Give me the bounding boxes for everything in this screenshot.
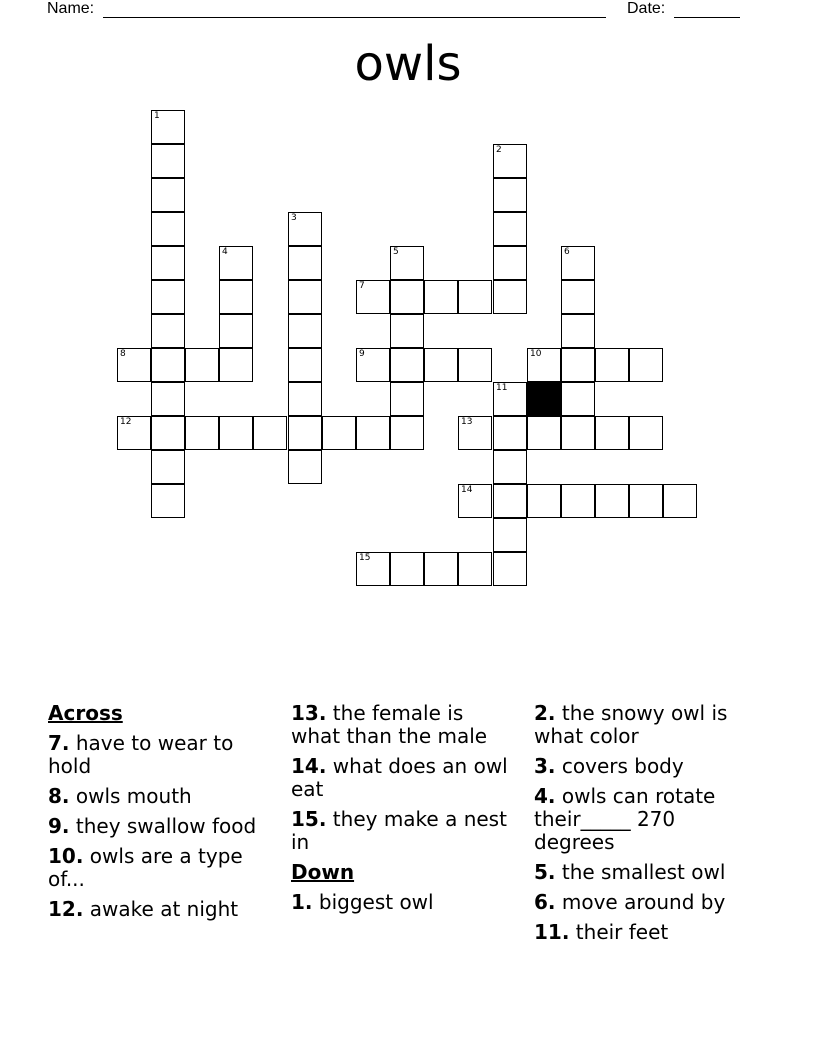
grid-cell[interactable]	[493, 212, 527, 246]
clue-number: 7.	[48, 731, 70, 755]
clue-down-3	[534, 755, 754, 778]
across-heading: Across	[48, 701, 123, 725]
grid-cell[interactable]	[424, 348, 458, 382]
clue-across-14	[291, 755, 511, 801]
grid-cell[interactable]	[458, 348, 492, 382]
clue-text: the smallest owl	[561, 860, 726, 884]
grid-cell[interactable]	[219, 416, 253, 450]
grid-cell[interactable]	[595, 416, 629, 450]
clue-down-5	[534, 861, 754, 884]
cell-number: 1	[154, 111, 160, 121]
clue-number: 8.	[48, 784, 70, 808]
grid-cell[interactable]	[151, 144, 185, 178]
grid-cell[interactable]	[561, 416, 595, 450]
cell-number: 15	[359, 553, 371, 563]
cell-number: 3	[291, 213, 297, 223]
grid-cell[interactable]	[527, 348, 561, 382]
clue-text: owls can rotate their_____ 270 degrees	[534, 784, 716, 854]
clue-down-4	[534, 785, 754, 854]
cell-number: 6	[564, 247, 570, 257]
clue-across-13	[291, 702, 511, 748]
grid-cell[interactable]	[151, 178, 185, 212]
grid-cell[interactable]	[424, 280, 458, 314]
clue-number: 14.	[291, 754, 327, 778]
grid-cell[interactable]	[595, 484, 629, 518]
cell-number: 4	[222, 247, 228, 257]
grid-cell[interactable]	[288, 450, 322, 484]
grid-cell[interactable]	[493, 178, 527, 212]
cell-number: 8	[120, 349, 126, 359]
clue-text: covers body	[561, 754, 684, 778]
clue-text: biggest owl	[318, 890, 434, 914]
grid-cell[interactable]	[493, 144, 527, 178]
grid-cell[interactable]	[151, 110, 185, 144]
clue-number: 15.	[291, 807, 327, 831]
grid-cell[interactable]	[151, 484, 185, 518]
clue-across-9	[48, 815, 268, 838]
grid-cell[interactable]	[493, 484, 527, 518]
grid-cell[interactable]	[219, 314, 253, 348]
grid-cell[interactable]	[493, 246, 527, 280]
clue-text: the snowy owl is what color	[534, 701, 728, 748]
grid-cell[interactable]	[151, 450, 185, 484]
grid-cell[interactable]	[390, 416, 424, 450]
grid-cell[interactable]	[219, 246, 253, 280]
grid-cell[interactable]	[219, 348, 253, 382]
clue-number: 6.	[534, 890, 556, 914]
cell-number: 10	[530, 349, 542, 359]
cell-number: 2	[496, 145, 502, 155]
grid-cell[interactable]	[458, 280, 492, 314]
clue-number: 10.	[48, 844, 84, 868]
clue-column-3	[534, 702, 754, 951]
grid-cell[interactable]	[561, 484, 595, 518]
grid-cell[interactable]	[390, 246, 424, 280]
grid-cell[interactable]	[493, 518, 527, 552]
grid-cell[interactable]	[288, 280, 322, 314]
grid-cell[interactable]	[493, 552, 527, 586]
clue-down-1	[291, 891, 511, 914]
grid-cell[interactable]	[151, 382, 185, 416]
cell-number: 13	[461, 417, 473, 427]
cell-number: 5	[393, 247, 399, 257]
clue-text: their feet	[575, 920, 669, 944]
grid-cell[interactable]	[151, 246, 185, 280]
cell-number: 9	[359, 349, 365, 359]
clue-text: have to wear to hold	[48, 731, 234, 778]
grid-cell[interactable]	[390, 382, 424, 416]
clue-across-7	[48, 732, 268, 778]
grid-cell[interactable]	[151, 280, 185, 314]
clue-across-12	[48, 898, 268, 921]
grid-cell[interactable]	[151, 348, 185, 382]
cell-number: 11	[496, 383, 508, 393]
clue-across-8	[48, 785, 268, 808]
grid-cell[interactable]	[390, 314, 424, 348]
grid-cell[interactable]	[288, 382, 322, 416]
clue-text: owls mouth	[75, 784, 192, 808]
clue-number: 13.	[291, 701, 327, 725]
grid-cell[interactable]	[185, 348, 219, 382]
grid-cell[interactable]	[424, 552, 458, 586]
grid-cell[interactable]	[151, 212, 185, 246]
cell-number: 12	[120, 417, 132, 427]
grid-cell[interactable]	[493, 416, 527, 450]
clue-column-2	[291, 702, 511, 921]
date-label: Date:	[627, 0, 666, 17]
grid-cell[interactable]	[595, 348, 629, 382]
grid-cell[interactable]	[493, 450, 527, 484]
grid-cell-blocked	[527, 382, 561, 416]
clue-number: 9.	[48, 814, 70, 838]
clue-down-2	[534, 702, 754, 748]
grid-cell[interactable]	[185, 416, 219, 450]
name-label: Name:	[47, 0, 95, 17]
clue-number: 12.	[48, 897, 84, 921]
clue-text: they make a nest in	[291, 807, 507, 854]
grid-cell[interactable]	[356, 416, 390, 450]
clue-number: 3.	[534, 754, 556, 778]
grid-cell[interactable]	[561, 348, 595, 382]
clue-down-11	[534, 921, 754, 944]
clue-text: move around by	[561, 890, 726, 914]
clue-number: 2.	[534, 701, 556, 725]
page-title: owls	[354, 36, 462, 92]
grid-cell[interactable]	[390, 552, 424, 586]
grid-cell[interactable]	[663, 484, 697, 518]
grid-cell[interactable]	[253, 416, 287, 450]
clue-number: 1.	[291, 890, 313, 914]
grid-cell[interactable]	[219, 280, 253, 314]
grid-cell[interactable]	[356, 552, 390, 586]
clue-across-15	[291, 808, 511, 854]
clue-text: owls are a type of...	[48, 844, 243, 891]
clue-number: 5.	[534, 860, 556, 884]
grid-cell[interactable]	[288, 212, 322, 246]
grid-cell[interactable]	[629, 416, 663, 450]
grid-cell[interactable]	[322, 416, 356, 450]
clue-number: 4.	[534, 784, 556, 808]
grid-cell[interactable]	[458, 416, 492, 450]
clue-down-6	[534, 891, 754, 914]
grid-cell[interactable]	[493, 382, 527, 416]
grid-cell[interactable]	[356, 280, 390, 314]
grid-cell[interactable]	[561, 280, 595, 314]
grid-cell[interactable]	[288, 246, 322, 280]
grid-cell[interactable]	[493, 280, 527, 314]
grid-cell[interactable]	[527, 484, 561, 518]
grid-cell[interactable]	[561, 246, 595, 280]
grid-cell[interactable]	[390, 280, 424, 314]
grid-cell[interactable]	[356, 348, 390, 382]
grid-cell[interactable]	[151, 416, 185, 450]
cell-number: 14	[461, 485, 473, 495]
cell-number: 7	[359, 281, 365, 291]
grid-cell[interactable]	[390, 348, 424, 382]
grid-cell[interactable]	[288, 314, 322, 348]
grid-cell[interactable]	[288, 348, 322, 382]
clue-text: awake at night	[89, 897, 239, 921]
grid-cell[interactable]	[458, 484, 492, 518]
clue-text: what does an owl eat	[291, 754, 508, 801]
clue-text: they swallow food	[75, 814, 257, 838]
clue-number: 11.	[534, 920, 570, 944]
grid-cell[interactable]	[527, 416, 561, 450]
clue-across-10	[48, 845, 268, 891]
clue-text: the female is what than the male	[291, 701, 488, 748]
grid-cell[interactable]	[561, 314, 595, 348]
grid-cell[interactable]	[117, 416, 151, 450]
grid-cell[interactable]	[117, 348, 151, 382]
down-heading: Down	[291, 860, 355, 884]
grid-cell[interactable]	[561, 382, 595, 416]
grid-cell[interactable]	[629, 484, 663, 518]
clue-column-1	[48, 702, 268, 928]
grid-cell[interactable]	[288, 416, 322, 450]
grid-cell[interactable]	[151, 314, 185, 348]
grid-cell[interactable]	[629, 348, 663, 382]
grid-cell[interactable]	[458, 552, 492, 586]
